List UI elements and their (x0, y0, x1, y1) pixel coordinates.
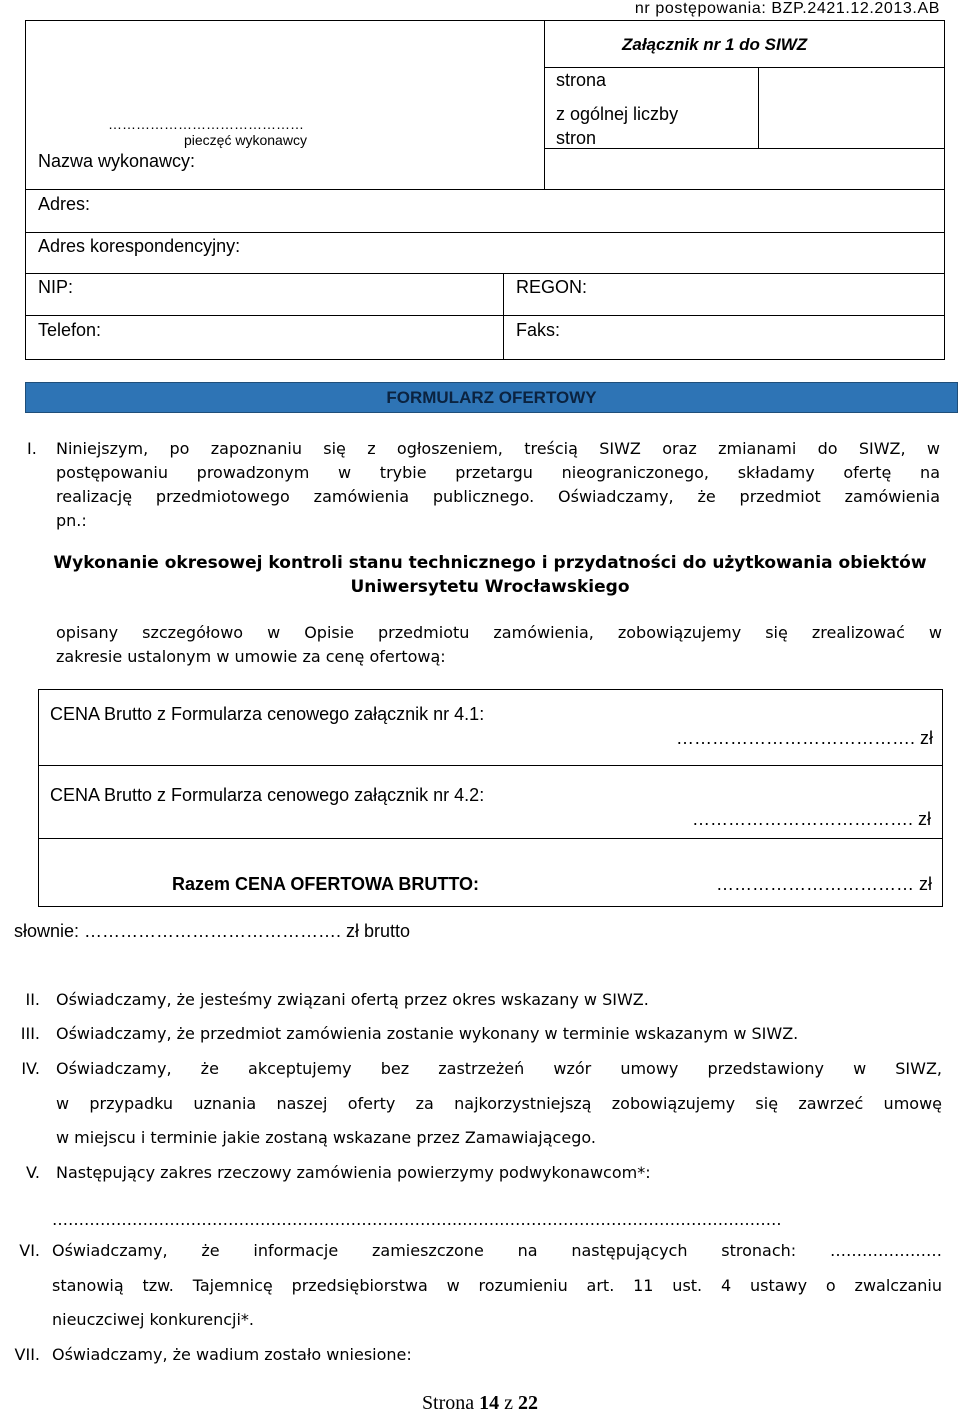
footer-page-number: 14 (479, 1392, 500, 1414)
section-number: I. (27, 439, 37, 458)
section-text: nieuczciwej konkurencji*. (52, 1310, 254, 1329)
stamp-label: pieczęć wykonawcy (184, 132, 307, 148)
divider (544, 67, 944, 68)
section-text: Następujący zakres rzeczowy zamówienia powierzymy podwykonawcom*: (56, 1163, 651, 1182)
section-number: VII. (14, 1345, 40, 1364)
section1-line: Niniejszym, po zapoznaniu się z ogłoszeniem, treścią SIWZ oraz zmianami do SIWZ, w (56, 439, 940, 458)
section-number: II. (25, 990, 40, 1009)
contractor-name-label: Nazwa wykonawcy: (38, 151, 196, 171)
section-text: Oświadczamy, że wadium zostało wniesione: (52, 1345, 412, 1364)
divider (25, 189, 945, 190)
section-number: IV. (21, 1059, 40, 1078)
divider (38, 838, 943, 839)
section-text: Oświadczamy, że informacje zamieszczone na następujących stronach: ………………… (52, 1241, 942, 1260)
phone-label: Telefon: (38, 320, 102, 340)
divider (544, 20, 545, 189)
regon-label: REGON: (516, 277, 588, 297)
price-row-value[interactable]: ………………………………. zł (691, 809, 931, 829)
stamp-dots: …………………………………… (108, 116, 304, 132)
footer-z: z (504, 1392, 514, 1414)
page-footer (0, 1392, 960, 1415)
total-price-label: Razem CENA OFERTOWA BRUTTO: (172, 874, 480, 894)
order-subject: Wykonanie okresowej kontroli stanu technicznego i przydatności do użytkowania obiektów Uniwersytetu Wrocławskiego (53, 553, 927, 597)
contractor-table (25, 20, 945, 360)
address-label: Adres: (38, 194, 91, 214)
form-title: FORMULARZ OFERTOWY (386, 388, 597, 407)
section-text: Oświadczamy, że przedmiot zamówienia zostanie wykonany w terminie wskazanym w SIWZ. (56, 1024, 799, 1043)
divider (25, 273, 945, 274)
section1-line: postępowaniu prowadzonym w trybie przetargu nieograniczonego, składamy ofertę na (56, 463, 940, 482)
section1-desc: opisany szczegółowo w Opisie przedmiotu zamówienia, zobowiązujemy się zrealizować w (56, 623, 942, 642)
footer-total-pages: 22 (518, 1392, 539, 1414)
price-row-value[interactable]: …………………………………. zł (675, 728, 933, 748)
divider (503, 273, 504, 359)
fax-label: Faks: (516, 320, 561, 340)
of-pages-label: stron (556, 128, 597, 148)
divider (544, 148, 944, 149)
section-text: Oświadczamy, że akceptujemy bez zastrzeżeń wzór umowy przedstawiony w SIWZ, (56, 1059, 942, 1078)
annex-label: Załącznik nr 1 do SIWZ (622, 35, 808, 54)
total-price-value[interactable]: …………………………… zł (716, 874, 932, 894)
divider (38, 765, 943, 766)
footer-strona: Strona (421, 1392, 475, 1414)
section-text: w przypadku uznania naszej oferty za najkorzystniejszą zobowiązujemy się zawrzeć umowę (56, 1094, 942, 1113)
subcontractor-scope-field[interactable]: …………………………………………………………………..……..……………………………………………. (52, 1210, 782, 1229)
procedure-number: nr postępowania: BZP.2421.12.2013.AB (634, 0, 940, 17)
section1-line: pn.: (56, 511, 87, 530)
section-text: stanowią tzw. Tajemnicę przedsiębiorstwa w rozumieniu art. 11 ust. 4 ustawy o zwalczaniu (52, 1276, 942, 1295)
section-text: Oświadczamy, że jesteśmy związani ofertą przez okres wskazany w SIWZ. (56, 990, 649, 1009)
divider (25, 315, 945, 316)
section1-line: realizację przedmiotowego zamówienia publicznego. Oświadczamy, że przedmiot zamówienia (56, 487, 940, 506)
of-pages-label: z ogólnej liczby (556, 104, 679, 124)
amount-in-words[interactable]: słownie: ……………………………………. zł brutto (14, 921, 411, 941)
form-title-banner (25, 382, 958, 413)
section-number: V. (26, 1163, 40, 1182)
page-label: strona (556, 70, 607, 90)
divider (758, 67, 759, 149)
section1-desc: zakresie ustalonym w umowie za cenę ofertową: (56, 647, 446, 666)
section-number: VI. (19, 1241, 40, 1260)
nip-label: NIP: (38, 277, 74, 297)
divider (25, 232, 945, 233)
price-row-label: CENA Brutto z Formularza cenowego załącznik nr 4.2: (50, 785, 485, 805)
price-row-label: CENA Brutto z Formularza cenowego załącznik nr 4.1: (50, 704, 485, 724)
correspondence-address-label: Adres korespondencyjny: (38, 236, 241, 256)
section-text: w miejscu i terminie jakie zostaną wskazane przez Zamawiającego. (56, 1128, 596, 1147)
section-number: III. (20, 1024, 40, 1043)
